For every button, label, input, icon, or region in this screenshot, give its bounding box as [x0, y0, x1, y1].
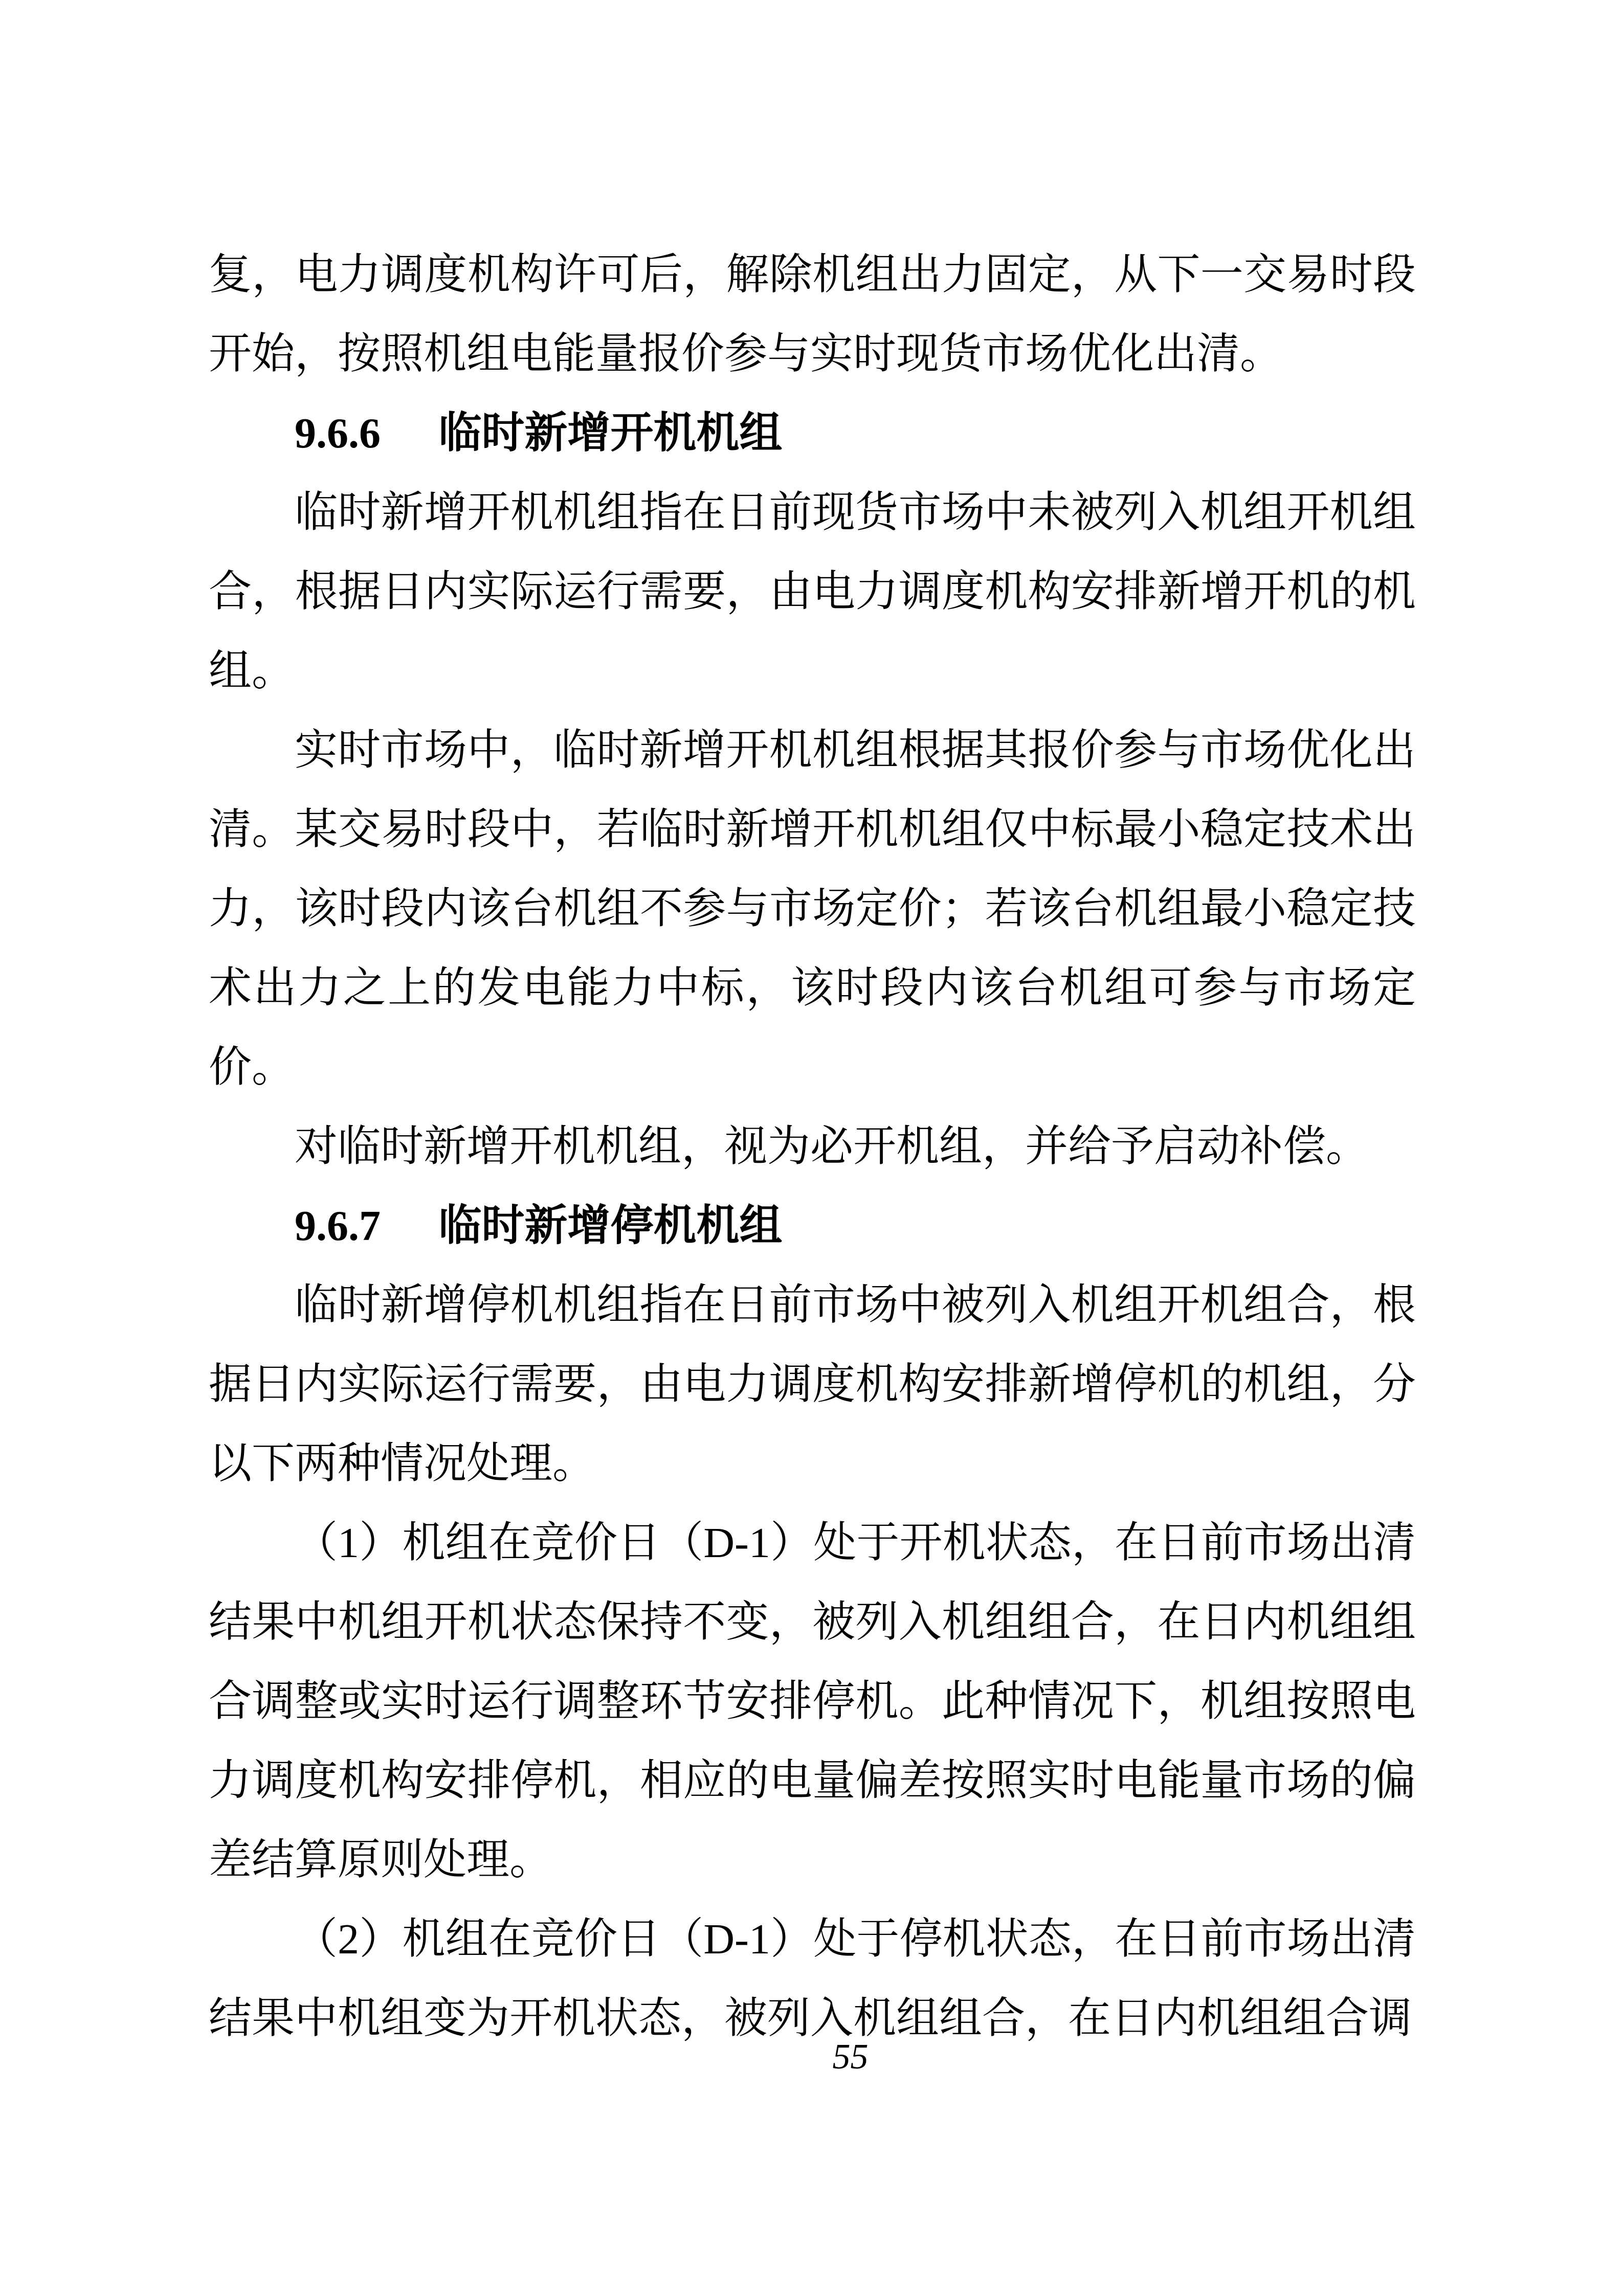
paragraph: 实时市场中，临时新增开机机组根据其报价参与市场优化出清。某交易时段中，若临时新增开机机组仅中标最小稳定技术出力，该时段内该台机组不参与市场定价；若该台机组最小稳定技术出力之上的发电能力中标，该时段内该台机组可参与市场定价。: [209, 727, 1416, 1091]
paragraph: 对临时新增开机机组，视为必开机组，并给予启动补偿。: [295, 1123, 1369, 1170]
section-heading: [209, 394, 1416, 473]
section-number: 9.6.7: [295, 1202, 381, 1250]
section-heading: [209, 1186, 1416, 1266]
paragraph: 临时新增停机机组指在日前市场中被列入机组开机组合，根据日内实际运行需要，由电力调度机构安排新增停机的机组，分以下两种情况处理。: [209, 1281, 1416, 1488]
paragraph: 复，电力调度机构许可后，解除机组出力固定，从下一交易时段开始，按照机组电能量报价参与实时现货市场优化出清。: [209, 251, 1416, 378]
section-number: 9.6.6: [295, 410, 381, 457]
page-number: 55: [832, 2037, 869, 2077]
document-body: [209, 235, 1416, 2058]
paragraph: （1）机组在竞价日（D-1）处于开机状态，在日前市场出清结果中机组开机状态保持不变，被列入机组组合，在日内机组组合调整或实时运行调整环节安排停机。此种情况下，机组按照电力调度机构安排停机，相应的电量偏差按照实时电能量市场的偏差结算原则处理。: [209, 1519, 1416, 1884]
section-title: 临时新增停机机组: [438, 1202, 783, 1250]
paragraph: （2）机组在竞价日（D-1）处于停机状态，在日前市场出清结果中机组变为开机状态，被列入机组组合，在日内机组组合调: [209, 1916, 1416, 2042]
page-footer: [0, 2039, 1624, 2075]
section-title: 临时新增开机机组: [438, 410, 783, 457]
paragraph: 临时新增开机机组指在日前现货市场中未被列入机组开机组合，根据日内实际运行需要，由电力调度机构安排新增开机的机组。: [209, 489, 1416, 695]
